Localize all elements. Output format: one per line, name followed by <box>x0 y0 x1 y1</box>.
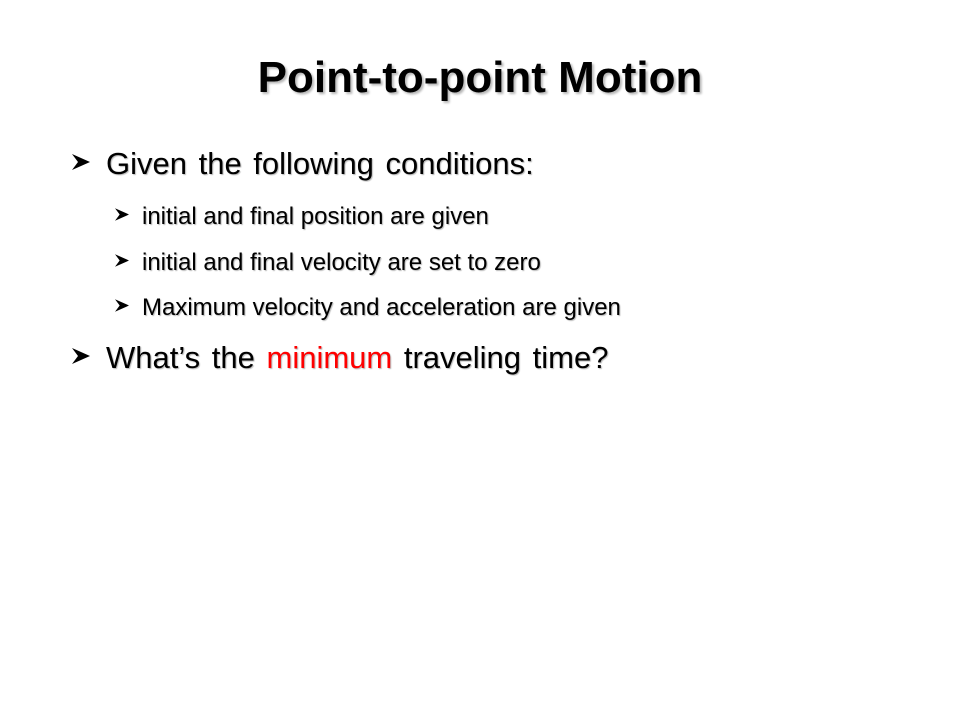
slide-title: Point-to-point Motion <box>257 53 703 102</box>
arrowhead-bullet-icon <box>115 254 129 267</box>
bullet-text: Given the following conditions: <box>106 146 534 181</box>
arrowhead-bullet-icon <box>115 299 129 312</box>
question-highlight: minimum <box>266 340 393 375</box>
sub-bullet-text: initial and final position are given <box>142 203 489 230</box>
sub-bullet-text: initial and final velocity are set to zero <box>142 249 541 276</box>
sub-bullet-text: Maximum velocity and acceleration are given <box>142 294 621 321</box>
arrowhead-bullet-icon <box>115 208 129 221</box>
sub-bullet-velocity <box>115 249 541 277</box>
arrowhead-bullet-icon <box>72 348 90 364</box>
bullet-question <box>72 340 608 376</box>
arrowhead-bullet-icon <box>72 154 90 170</box>
bullet-conditions <box>72 146 534 182</box>
question-text <box>106 340 608 376</box>
question-after: traveling time? <box>392 340 609 375</box>
question-before: What’s the <box>106 340 267 375</box>
sub-bullet-limits <box>115 294 621 322</box>
sub-bullet-position <box>115 203 489 231</box>
